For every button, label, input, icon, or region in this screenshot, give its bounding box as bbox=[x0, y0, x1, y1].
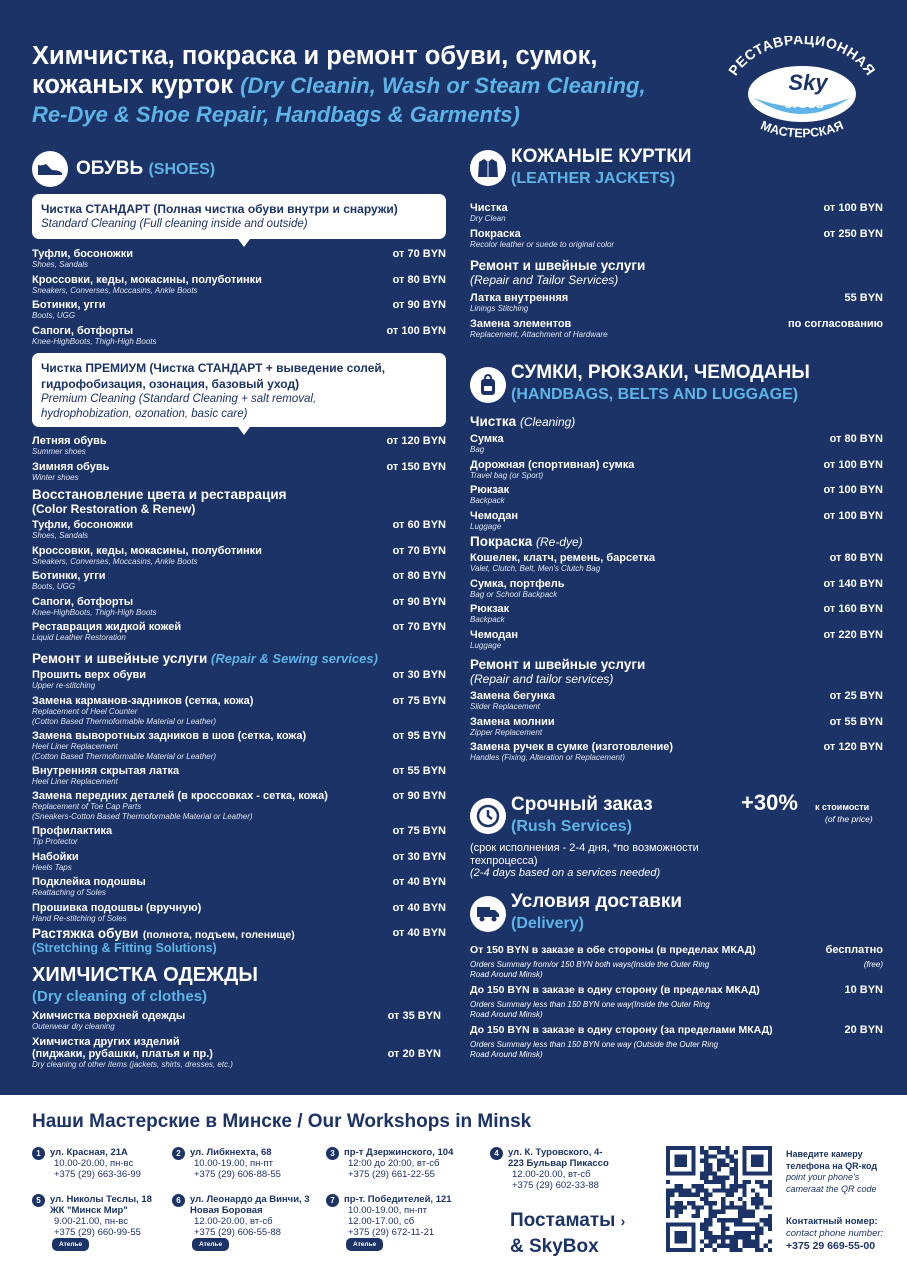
shop-6: 6 ул. Леонардо да Винчи, 3 Новая Боровая 12.00-20.00, вт-сб +375 (29) 606-55-88 Ателье bbox=[172, 1194, 322, 1251]
standard-cleaning-en: Standard Cleaning (Full cleaning inside and outside) bbox=[41, 218, 308, 230]
stretch-item: Растяжка обуви (полнота, подъем, голенище) от 40 BYN (Stretching & Fitting Solutions) bbox=[32, 926, 446, 955]
postamats-link[interactable]: Постаматы › & SkyBox bbox=[510, 1210, 626, 1257]
list-item: Покраска Recolor leather or suede to original color от 250 BYN bbox=[470, 227, 883, 249]
list-item: Подклейка подошвы Reattaching of Soles от 40 BYN bbox=[32, 876, 446, 897]
delivery-title-en: (Delivery) bbox=[511, 915, 584, 932]
bags-title-en: (HANDBAGS, BELTS AND LUGGAGE) bbox=[511, 386, 799, 403]
list-item: Замена выворотных задников в шов (сетка, кожа) Heel Liner Replacement (Cotton Based Thermoformable Material or Leather) от 95 BYN bbox=[32, 729, 446, 761]
list-item: Реставрация жидкой кожей Liquid Leather Restoration от 70 BYN bbox=[32, 621, 446, 642]
standard-price-list bbox=[32, 247, 446, 349]
list-item: Сумка, портфель Bag or School Backpack от 140 BYN bbox=[470, 577, 883, 599]
clock-icon bbox=[470, 798, 506, 834]
list-item: Туфли, босоножки Shoes, Sandals от 70 BYN bbox=[32, 248, 446, 269]
shop-3: 3 пр-т Дзержинского, 104 12:00 до 20:00, вт-сб +375 (29) 661-22-55 bbox=[326, 1147, 476, 1180]
contact-block: Контактный номер: contact phone number: +375 29 669-55-00 bbox=[786, 1216, 884, 1252]
standard-cleaning-title: Чистка СТАНДАРТ (Полная чистка обуви внутри и снаружи) bbox=[41, 202, 398, 216]
premium-cleaning-box: Чистка ПРЕМИУМ (Чистка СТАНДАРТ + выведение солей, гидрофобизация, озонация, базовый уход) Premium Cleaning (Standard Cleaning + salt removal, hydrophobization, ozonation, basic care) bbox=[32, 353, 446, 427]
jackets-title: КОЖАНЫЕ КУРТКИ bbox=[511, 146, 692, 167]
shop-5: 5 ул. Николы Теслы, 18 ЖК "Минск Мир" 9.00-21.00, пн-вс +375 (29) 660-99-55 Ателье bbox=[32, 1194, 172, 1251]
list-item: Замена молнии Zipper Replacement от 55 BYN bbox=[470, 715, 883, 737]
list-item: Замена бегунка Slider Replacement от 25 BYN bbox=[470, 690, 883, 711]
list-item: Чемодан Luggage от 220 BYN bbox=[470, 628, 883, 650]
list-item: От 150 BYN в заказе в обе стороны (в пределах МКАД) бесплатно Orders Summary from/or 150 BYN both ways(Inside the Outer Ring (free) Road Around Minsk) bbox=[470, 944, 883, 979]
jackets-title-en: (LEATHER JACKETS) bbox=[511, 170, 676, 187]
list-item: Замена карманов-задников (сетка, кожа) Replacement of Heel Counter (Cotton Based Thermoformable Material or Leather) от 75 BYN bbox=[32, 694, 446, 726]
list-item: Чемодан Luggage от 100 BYN bbox=[470, 509, 883, 531]
list-item: Дорожная (спортивная) сумка Travel bag (or Sport) от 100 BYN bbox=[470, 458, 883, 480]
rush-description: (срок исполнения - 2-4 дня, *по возможности техпроцесса) (2-4 days based on a services needed) bbox=[470, 842, 699, 879]
list-item: Чистка Dry Clean от 100 BYN bbox=[470, 202, 883, 223]
qr-instructions: Наведите камеру телефона на QR-код point your phone's cameraat the QR code bbox=[786, 1149, 878, 1194]
atelier-badge: Ателье bbox=[52, 1238, 89, 1251]
list-item: Прошить верх обуви Upper re-stitching от 30 BYN bbox=[32, 669, 446, 690]
rush-percent: +30% bbox=[741, 790, 798, 815]
list-item: Кошелек, клатч, ремень, барсетка Valet, Clutch, Belt, Men's Clutch Bag от 80 BYN bbox=[470, 552, 883, 573]
list-item: Зимняя обувь Winter shoes от 150 BYN bbox=[32, 460, 446, 482]
rush-title-en: (Rush Services) bbox=[511, 818, 632, 835]
shoes-title: ОБУВЬ bbox=[76, 158, 144, 179]
delivery-title: Условия доставки bbox=[511, 891, 683, 912]
list-item: Туфли, босоножки Shoes, Sandals от 60 BYN bbox=[32, 519, 446, 540]
list-item: Латка внутренняя Linings Stitching 55 BYN bbox=[470, 292, 883, 313]
list-item: Кроссовки, кеды, мокасины, полуботинки Sneakers, Converses, Moccasins, Ankle Boots от 80 BYN bbox=[32, 273, 446, 295]
list-item: Химчистка верхней одежды Outerwear dry cleaning от 35 BYN bbox=[32, 1010, 441, 1031]
list-item: Сапоги, ботфорты Knee-HighBoots, Thigh-High Boots от 90 BYN bbox=[32, 595, 446, 617]
list-item: Рюкзак Backpack от 100 BYN bbox=[470, 484, 883, 505]
list-item: Сумка Bag от 80 BYN bbox=[470, 433, 883, 454]
premium-price-list bbox=[32, 434, 446, 485]
list-item: Кроссовки, кеды, мокасины, полуботинки Sneakers, Converses, Moccasins, Ankle Boots от 70 BYN bbox=[32, 544, 446, 566]
atelier-badge: Ателье bbox=[346, 1238, 383, 1251]
shop-7: 7 пр-т. Победителей, 121 10.00-19.00, пн-пт 12.00-17.00, сб +375 (29) 672-11-21 Ателье bbox=[326, 1194, 476, 1251]
page-header bbox=[32, 42, 712, 129]
list-item: Ботинки, угги Boots, UGG от 80 BYN bbox=[32, 570, 446, 591]
bags-section: Чистка (Cleaning) Сумка Bag от 80 BYN Дорожная (спортивная) сумка Travel bag (or Sport) от 100 BYN Рюкзак Backpack от 100 BYN Чемодан Luggage от 100 BYN Покраска (Re-dye) Кошелек, клатч, ремень, барсетка Valet, Clutch, Belt, Men's Clutch Bag от 80 BYN Сумка, портфель Bag or School Backpack от 140 BYN Рюкзак Backpack от 160 BYN Чемодан Luggage от 220 BYN Ремонт и швейные услуги (Repair and tailor services) Замена бегунка Slider Replacement от 25 BYN Замена молнии Zipper Replacement от 55 BYN Замена ручек в сумке (изготовление) Handles (Fixing, Alteration or Replacement) от 120 BYN bbox=[470, 414, 883, 766]
shoe-icon bbox=[32, 151, 68, 187]
header-line-2-en: (Dry Cleanin, Wash or Steam Cleaning, bbox=[240, 73, 646, 98]
list-item: Сапоги, ботфорты Knee-HighBoots, Thigh-High Boots от 100 BYN bbox=[32, 324, 446, 346]
jacket-icon bbox=[470, 150, 506, 186]
atelier-badge: Ателье bbox=[192, 1238, 229, 1251]
list-item: Замена ручек в сумке (изготовление) Handles (Fixing, Alteration or Replacement) от 120 BYN bbox=[470, 741, 883, 762]
jackets-section: Чистка Dry Clean от 100 BYN Покраска Recolor leather or suede to original color от 250 BYN Ремонт и швейные услуги (Repair and Tailor Services) Латка внутренняя Linings Stitching 55 BYN Замена элементов Replacement, Attachment of Hardware по согласованию bbox=[470, 201, 883, 342]
list-item: Замена элементов Replacement, Attachment of Hardware по согласованию bbox=[470, 317, 883, 339]
standard-cleaning-box bbox=[32, 194, 446, 239]
contact-phone: +375 29 669-55-00 bbox=[786, 1240, 876, 1252]
list-item: Рюкзак Backpack от 160 BYN bbox=[470, 603, 883, 624]
shoes-title-en: (SHOES) bbox=[148, 161, 216, 178]
list-item: Летняя обувь Summer shoes от 120 BYN bbox=[32, 435, 446, 456]
header-line-1: Химчистка, покраска и ремонт обуви, сумок, bbox=[32, 42, 598, 70]
bags-title: СУМКИ, РЮКЗАКИ, ЧЕМОДАНЫ bbox=[511, 362, 810, 383]
skycross-logo bbox=[716, 36, 886, 146]
chevron-right-icon: › bbox=[620, 1213, 626, 1229]
delivery-section bbox=[470, 943, 883, 1063]
clothes-section: ХИМЧИСТКА ОДЕЖДЫ (Dry cleaning of clothes) Химчистка верхней одежды Outerwear dry cleaning от 35 BYN Химчистка других изделий (пиджаки, рубашки, платья и пр.) Dry cleaning of other items (jackets, shirts, dresses, etc.) от 20 BYN bbox=[32, 964, 441, 1069]
list-item: Набойки Heels Taps от 30 BYN bbox=[32, 850, 446, 872]
list-item: До 150 BYN в заказе в одну сторону (в пределах МКАД) 10 BYN Orders Summary less than 150 BYN one way(Inside the Outer Ring Road Around Minsk) bbox=[470, 984, 883, 1019]
header-line-2: кожаных курток bbox=[32, 71, 234, 99]
footer-title: Наши Мастерские в Минске / Our Workshops in Minsk bbox=[32, 1111, 532, 1132]
list-item: Замена передних деталей (в кроссовках - сетка, кожа) Replacement of Toe Cap Parts (Sneakers-Cotton Based Thermoformable Material or Leather) от 90 BYN bbox=[32, 790, 446, 821]
rush-title: Срочный заказ bbox=[511, 794, 653, 815]
list-item: Химчистка других изделий (пиджаки, рубашки, платья и пр.) Dry cleaning of other items (jackets, shirts, dresses, etc.) от 20 BYN bbox=[32, 1035, 441, 1069]
list-item: Профилактика Tip Protector от 75 BYN bbox=[32, 825, 446, 846]
svg-text:РЕСТАВРАЦИОННАЯ: РЕСТАВРАЦИОННАЯ bbox=[725, 36, 879, 79]
header-line-3-en: Re-Dye & Shoe Repair, Handbags & Garments) bbox=[32, 102, 520, 127]
shop-1: 1 ул. Красная, 21А 10.00-20.00, пн-вс +375 (29) 663-36-99 bbox=[32, 1147, 172, 1180]
list-item: Внутренняя скрытая латка Heel Liner Replacement от 55 BYN bbox=[32, 764, 446, 786]
backpack-icon bbox=[470, 367, 506, 403]
svg-text:cross: cross bbox=[783, 95, 825, 112]
svg-text:Sky: Sky bbox=[788, 70, 828, 95]
workshops-footer bbox=[0, 1095, 907, 1280]
restoration-section: Восстановление цвета и реставрация (Color Restoration & Renew) Туфли, босоножки Shoes, Sandals от 60 BYN Кроссовки, кеды, мокасины, полуботинки Sneakers, Converses, Moccasins, Ankle Boots от 70 BYN Ботинки, угги Boots, UGG от 80 BYN Сапоги, ботфорты Knee-HighBoots, Thigh-High Boots от 90 BYN Реставрация жидкой кожей Liquid Leather Restoration от 70 BYN bbox=[32, 487, 446, 646]
list-item: Прошивка подошвы (вручную) Hand Re-stitching of Soles от 40 BYN bbox=[32, 901, 446, 923]
truck-icon bbox=[470, 896, 506, 932]
shop-2: 2 ул. Либкнехта, 68 10.00-19.00, пн-пт +375 (29) 606-88-55 bbox=[172, 1147, 312, 1180]
qr-code[interactable] bbox=[666, 1146, 772, 1252]
svg-text:МАСТЕРСКАЯ: МАСТЕРСКАЯ bbox=[758, 118, 846, 141]
repair-section: Ремонт и швейные услуги (Repair & Sewing services) Прошить верх обуви Upper re-stitching от 30 BYN Замена карманов-задников (сетка, кожа) Replacement of Heel Counter (Cotton Based Thermoformable Material or Leather) от 75 BYN Замена выворотных задников в шов (сетка, кожа) Heel Liner Replacement (Cotton Based Thermoformable Material or Leather) от 95 BYN Внутренняя скрытая латка Heel Liner Replacement от 55 BYN Замена передних деталей (в кроссовках - сетка, кожа) Replacement of Toe Cap Parts (Sneakers-Cotton Based Thermoformable Material or Leather) от 90 BYN Профилактика Tip Protector от 75 BYN Набойки Heels Taps от 30 BYN Подклейка подошвы Reattaching of Soles от 40 BYN Прошивка подошвы (вручную) Hand Re-stitching of Soles от 40 BYN bbox=[32, 651, 446, 926]
list-item: До 150 BYN в заказе в одну сторону (за пределами МКАД) 20 BYN Orders Summary less than 150 BYN one way (Outside the Outer Ring Road Around Minsk) bbox=[470, 1024, 883, 1059]
shop-4: 4 ул. К. Туровского, 4- 223 Бульвар Пикассо 12.00-20.00, вт-сб +375 (29) 602-33-88 bbox=[490, 1147, 640, 1191]
list-item: Ботинки, угги Boots, UGG от 90 BYN bbox=[32, 299, 446, 320]
